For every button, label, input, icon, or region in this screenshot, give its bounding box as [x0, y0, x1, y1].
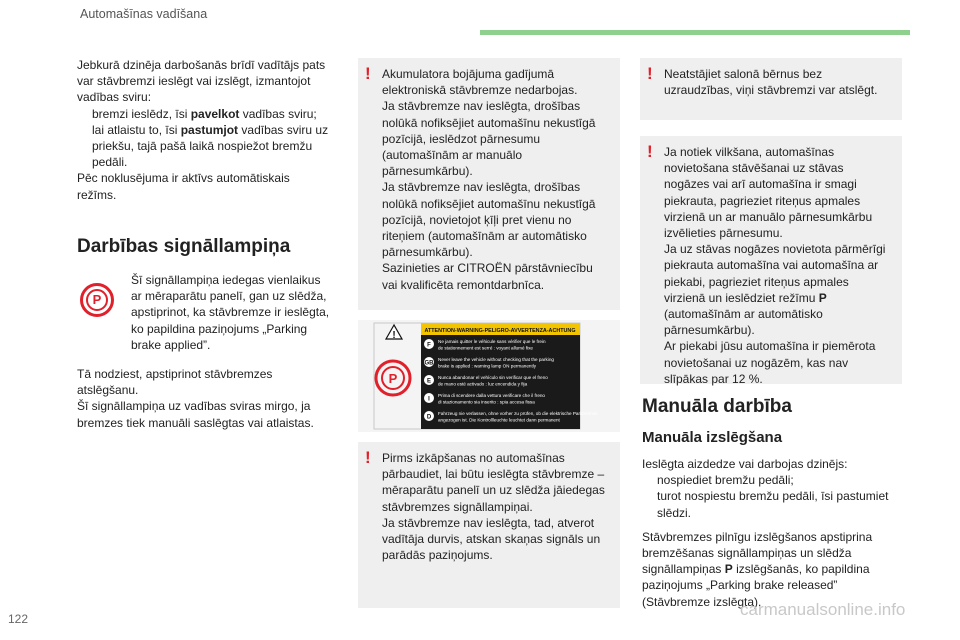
bullet-apply: bremzi ieslēdz, īsi pavelkot vadības sviru; [92, 106, 317, 121]
column-left [77, 57, 332, 203]
svg-text:P: P [388, 371, 398, 386]
section-heading-lamp: Darbības signāllampiņa [77, 236, 291, 257]
bullet-push-switch: turot nospiestu bremžu pedāli, īsi pastumiet slēdzi. [657, 489, 889, 520]
warning-box-exit: ! Pirms izkāpšanas no automašīnas pārbaudiet, lai būtu ieslēgta stāvbremze – mēraparātu panelī un uz slēdža jāiedegas stāvbremzes signāllampiņai. Ja stāvbremze nav ieslēgta, tad, atverot vadītāja durvis, atskan skaņas signāls un parādās paziņojums. [358, 442, 620, 608]
label-lang-code: D [426, 414, 432, 421]
label-lang-code: E [426, 378, 432, 385]
switch-paragraph: Šī signāllampiņa uz vadības sviras mirgo, ja bremzes tiek manuāli saslēgtas vai atlaistas. [77, 399, 314, 430]
ignition-paragraph: Ieslēgta aizdedze vai darbojas dzinējs: [642, 457, 848, 471]
bullet-press-pedal: nospiediet bremžu pedāli; [657, 473, 794, 488]
label-title: ATTENTION-WARNING-PELIGRO-AVVERTENZA-ACHTUNG [424, 328, 576, 334]
label-line-text: di stazionamento sia inserito : spia accesa fissa [438, 399, 535, 405]
release-confirm-paragraph: Stāvbremzes pilnīgu izslēgšanos apstiprina bremzēšanas signāllampiņas un slēdža signāllampiņas P izslēgšanās, ko papildina paziņojums „Parking brake released” (Stāvbremze izslēgta). [642, 529, 873, 609]
warning-icon: ! [365, 64, 371, 83]
label-lang-code: I [428, 396, 430, 403]
label-lang-code: F [427, 342, 431, 349]
label-line-text: angezogen ist. Die Kontrollleuchte leuchtet dann permanent [438, 417, 560, 423]
label-lang-code: GB [424, 360, 434, 367]
label-line-text: Ne jamais quitter le véhicule sans vérifier que le frein [438, 339, 546, 344]
parking-brake-lamp-icon: P [80, 283, 114, 317]
subheading-manual-release: Manuāla izslēgšana [642, 429, 783, 446]
release-paragraph: Tā nodziest, apstiprinot stāvbremzes atslēgšanu. [77, 367, 273, 398]
label-line-text: Fahrzeug nie verlassen, ohne vorher zu prüfen, ob die elektrische Parkbremse [438, 411, 598, 416]
running-header: Automašīnas vadīšana [80, 7, 208, 21]
warning-box-battery: ! Akumulatora bojājuma gadījumā elektroniskā stāvbremze nedarbojas. Ja stāvbremze nav ieslēgta, drošības nolūkā nofiksējiet automašīnu nekustīgā pozīcijā, ieslēdzot pārnesumu (automašīnām ar manuālo pārnesumkārbu). Ja stāvbremze nav ieslēgta, drošības nolūkā nofiksējiet automašīnu nekustīgā pozīcijā, novietojot ķīļi pret vienu no riteņiem (automašīnām ar automātisko pārnesumkārbu). Sazinieties ar CITROËN pārstāvniecību vai kvalificēta remontdarbnīca. [358, 58, 620, 310]
warning-icon: ! [365, 448, 371, 467]
label-line-text: brake is applied : warning lamp ON permanently [438, 363, 537, 369]
header-accent-bar [480, 30, 910, 35]
label-line-text: Never leave the vehicle without checking that the parking [438, 357, 554, 362]
label-line-text: de mano esté activado : luz encendida y fija [438, 381, 528, 387]
label-line-text: Nunca abandonar el vehículo sin verificar que el freno [438, 375, 548, 380]
svg-text:!: ! [392, 330, 396, 341]
warning-box-towing: ! Ja notiek vilkšana, automašīnas novietošana stāvēšanai uz stāvas nogāzes vai arī automašīna ir smagi piekrauta, pagrieziet riteņus apmales virzienā un ar manuālo pārnesumkārbu izvēlieties pārnesumu. Ja uz stāvas nogāzes novietota pārmērīgi piekrauta automašīna vai automašīna ar piekabi, pagrieziet riteņus apmales virzienā un ieslēdziet režīmu P (automašīnām ar automātisko pārnesumkārbu). Ar piekabi jūsu automašīna ir piemērota novietošanai uz nogāzēm, kas nav slīpākas par 12 %. [640, 136, 902, 384]
column-left-lower [77, 366, 332, 431]
warning-label-image [358, 320, 620, 432]
warning-icon: ! [647, 142, 653, 161]
auto-mode-paragraph: Pēc noklusējuma ir aktīvs automātiskais režīms. [77, 171, 290, 202]
intro-paragraph: Jebkurā dzinēja darbošanās brīdī vadītājs pats var stāvbremzi ieslēgt vai izslēgt, izmantojot vadības sviru: [77, 58, 326, 105]
warning-icon: ! [647, 64, 653, 83]
label-line-text: Prima di scendere dalla vettura verificare che il freno [438, 393, 545, 398]
bullet-release: lai atlaistu to, īsi pastumjot vadības sviru uz priekšu, tajā pašā laikā nospiežot bremžu pedāli. [92, 122, 329, 170]
page-number: 122 [8, 612, 29, 626]
section-heading-manual: Manuāla darbība [642, 396, 792, 417]
watermark: carmanualsonline.info [740, 600, 906, 619]
lamp-description: Šī signāllampiņa iedegas vienlaikus ar mēraparātu panelī, gan uz slēdža, apstiprinot, ka stāvbremze ir ieslēgta, ko papildina paziņojums „Parking brake applied”. [131, 273, 330, 352]
column-right-lower [642, 456, 904, 610]
warning-label-svg [358, 320, 620, 432]
label-line-text: de stationnement est serré : voyant allumé fixe [438, 345, 533, 351]
warning-box-children: ! Neatstājiet salonā bērnus bez uzraudzības, viņi stāvbremzi var atslēgt. [640, 58, 902, 120]
